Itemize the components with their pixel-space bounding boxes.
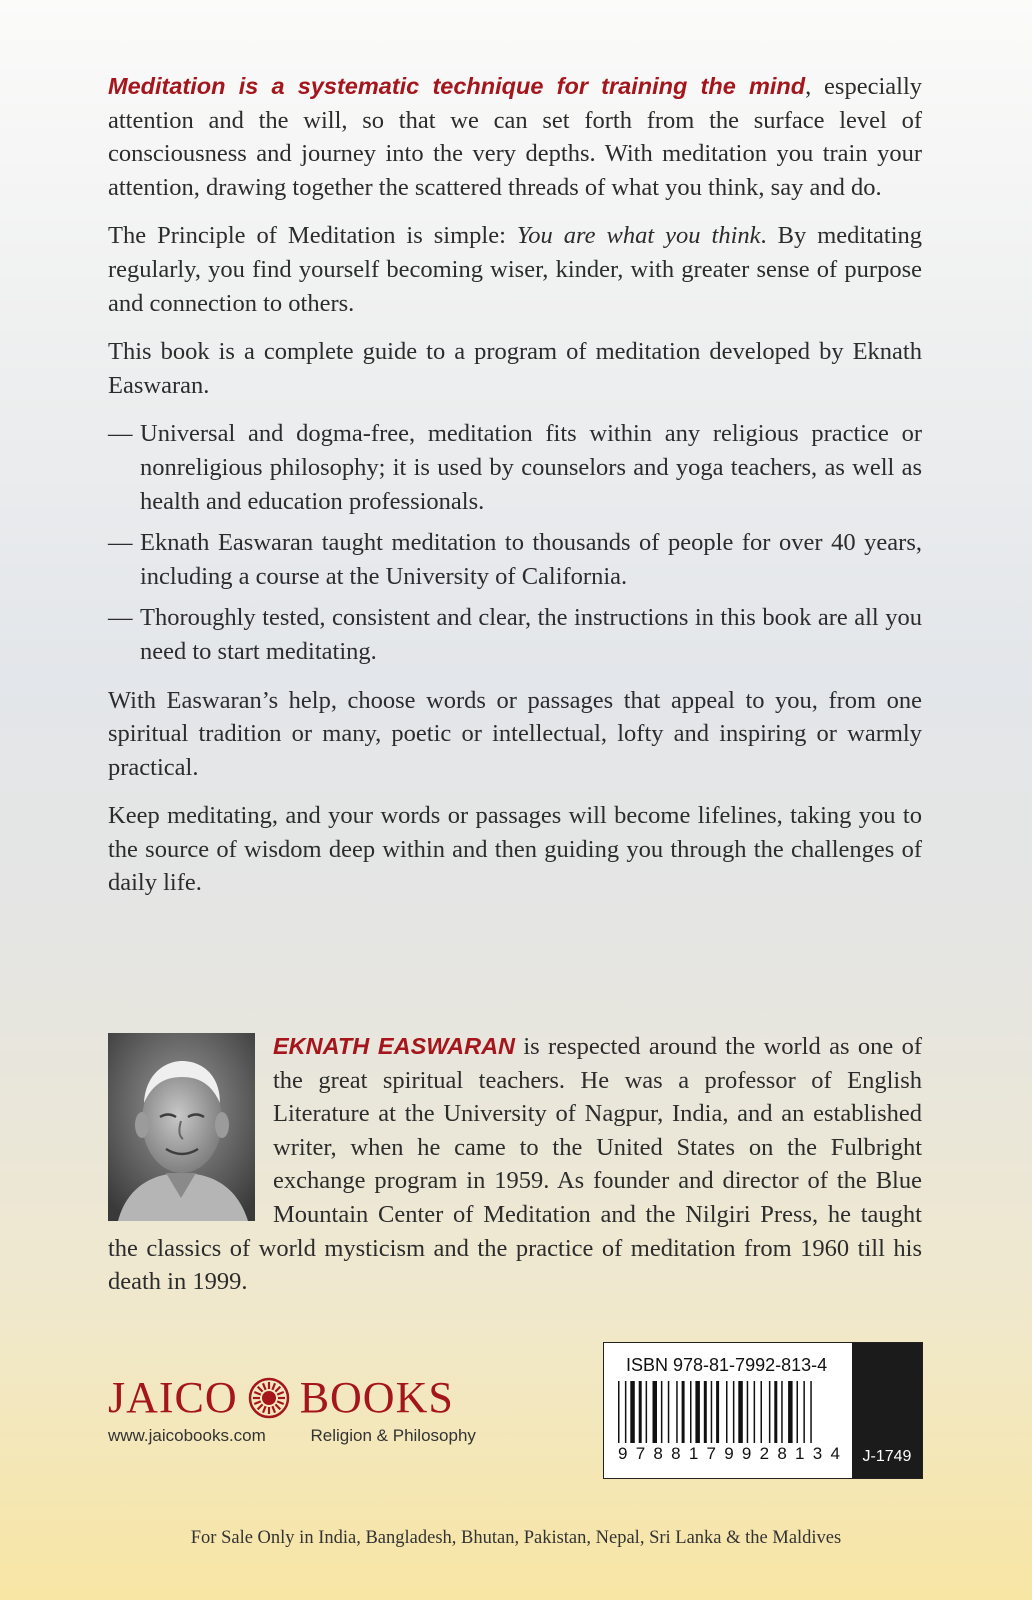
barcode-digit: 2 [759,1444,770,1463]
feature-text: Eknath Easwaran taught meditation to thousands of people for over 40 years, including a course at the University of California. [140,529,922,590]
isbn-barcode [603,1342,923,1479]
barcode-digit: 1 [688,1444,699,1463]
passages-paragraph: With Easwaran’s help, choose words or passages that appeal to you, from one spiritual tradition or many, poetic or intellectual, lofty and inspiring or warmly practical. [108,686,922,781]
keep-paragraph: Keep meditating, and your words or passages will become lifelines, taking you to the source of wisdom deep within and then guiding you through the challenges of daily life. [108,802,922,897]
barcode-digit: 9 [741,1444,752,1463]
publisher-info [108,1426,476,1446]
principle-after: . By meditating regularly, you find yourself becoming wiser, kinder, with greater sense of purpose and connection to others. [108,222,922,317]
book-category: Religion & Philosophy [310,1426,476,1445]
barcode-digit: 9 [724,1444,734,1463]
publisher-logo [108,1372,454,1423]
barcode-digits [618,1444,840,1464]
feature-text: Thoroughly tested, consistent and clear, the instructions in this book are all you need to start meditating. [140,604,922,665]
book-code-tab [852,1343,922,1478]
feature-item [108,526,922,593]
barcode-bars [618,1381,840,1443]
barcode-digit: 8 [653,1444,663,1463]
intro-text: , especially attention and the will, so that we can set forth from the surface level of consciousness and journey into the very depths. With meditation you train your attention, drawing together the scattered threads of what you think, say and do. [108,73,922,201]
barcode-digit: 4 [830,1444,840,1463]
feature-list [108,417,922,668]
publisher-name-left: JAICO [108,1373,238,1422]
principle-emphasis: You are what you think [516,222,761,250]
em-dash: — [108,420,133,448]
author-portrait [108,1033,255,1221]
barcode-digit: 7 [635,1444,646,1463]
feature-item [108,601,922,668]
book-code: J-1749 [862,1448,912,1465]
barcode-digit: 3 [812,1444,823,1463]
barcode-digit: 7 [706,1444,716,1463]
author-bio-text: is respected around the world as one of the great spiritual teachers. He was a professor of English Literature at the University of Nagpur, India, and an established writer, when he came to the United States on the Fulbright exchange program in 1959. As founder and director of the Blue Mountain Center of Meditation and the Nilgiri Press, he taught the classics of world mysticism and the practice of meditation from 1960 till his death in 1999. [108,1033,922,1296]
feature-text: Universal and dogma-free, meditation fits within any religious practice or nonreligious philosophy; it is used by counselors and yoga teachers, as well as health and education professionals. [140,420,922,515]
publisher-website: www.jaicobooks.com [108,1426,266,1445]
publisher-name-right: BOOKS [299,1373,454,1422]
author-bio [108,1030,922,1299]
author-name: EKNATH EASWARAN [273,1033,516,1059]
barcode-digit: 9 [618,1444,628,1463]
sun-emblem-icon [248,1377,290,1419]
barcode-digit: 8 [671,1444,681,1463]
intro-lead: Meditation is a systematic technique for training the mind [108,73,806,99]
intro-paragraph [108,70,922,204]
principle-paragraph [108,219,922,320]
sale-restriction-note: For Sale Only in India, Bangladesh, Bhutan, Pakistan, Nepal, Sri Lanka & the Maldives [190,1528,842,1548]
feature-item [108,417,922,518]
em-dash: — [108,604,133,632]
em-dash: — [108,529,133,557]
isbn-number: ISBN 978-81-7992-813-4 [626,1355,828,1375]
principle-before: The Principle of Meditation is simple: [108,222,517,250]
barcode-digit: 8 [777,1444,787,1463]
barcode-digit: 1 [795,1444,805,1463]
guide-paragraph: This book is a complete guide to a program of meditation developed by Eknath Easwaran. [108,338,922,399]
blurb [108,70,922,915]
